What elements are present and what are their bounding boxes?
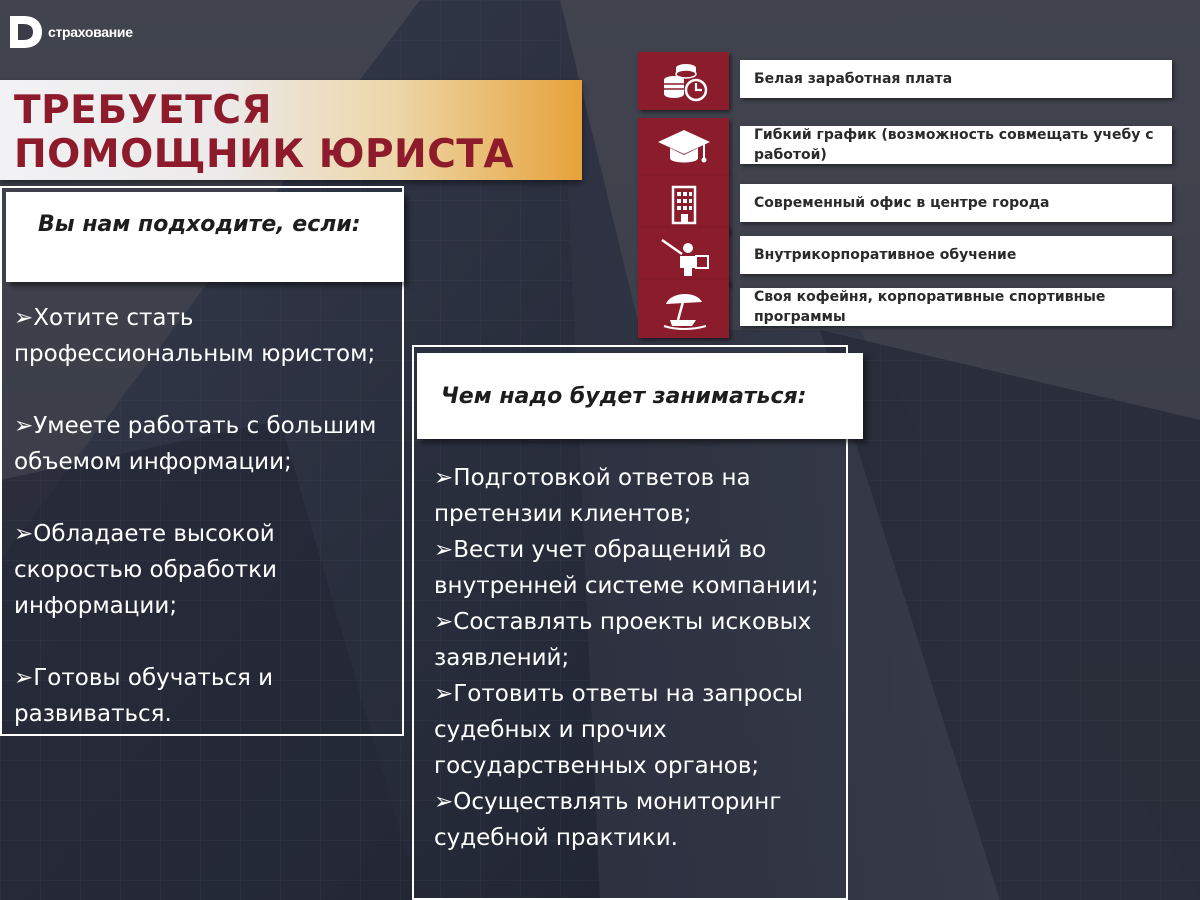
arrow-bullet-icon: ➢ (434, 537, 454, 563)
list-item-text: Вести учет обращений во внутренней системе компании; (434, 537, 819, 599)
duties-panel (412, 345, 848, 900)
title-line-1: ТРЕБУЕТСЯ (14, 88, 273, 133)
benefit-label-box (740, 126, 1172, 164)
benefit-modern-office (638, 176, 1172, 234)
logo-text: страхование (48, 24, 133, 40)
beach-umbrella-icon (656, 286, 712, 332)
duties-heading-box (417, 353, 863, 439)
requirements-panel (0, 186, 404, 736)
list-item (434, 676, 846, 784)
benefit-corporate-training (638, 228, 1172, 286)
list-item (434, 784, 846, 856)
arrow-bullet-icon: ➢ (434, 465, 454, 491)
benefit-label: Белая заработная плата (754, 71, 953, 87)
duties-list (434, 460, 846, 856)
arrow-bullet-icon: ➢ (14, 521, 34, 547)
benefit-icon-box (638, 228, 729, 286)
list-item (434, 604, 846, 676)
list-item (14, 516, 406, 624)
list-item-text: Подготовкой ответов на претензии клиентов; (434, 465, 751, 527)
arrow-bullet-icon: ➢ (434, 789, 454, 815)
coins-clock-icon (656, 58, 712, 104)
title-banner (0, 80, 582, 180)
benefit-label-box (740, 236, 1172, 274)
teacher-board-icon (656, 234, 712, 280)
arrow-bullet-icon: ➢ (434, 681, 454, 707)
arrow-bullet-icon: ➢ (434, 609, 454, 635)
list-item (434, 532, 846, 604)
benefit-coffee-sports (638, 280, 1172, 338)
list-item-text: Умеете работать с большим объемом информации; (14, 413, 377, 475)
graduation-cap-icon (656, 124, 712, 170)
benefit-icon-box (638, 118, 729, 176)
arrow-bullet-icon: ➢ (14, 413, 34, 439)
benefit-icon-box (638, 176, 729, 234)
benefit-label-box (740, 60, 1172, 98)
duties-heading: Чем надо будет заниматься: (441, 383, 807, 409)
arrow-bullet-icon: ➢ (14, 305, 34, 331)
list-item (434, 460, 846, 532)
requirements-heading: Вы нам подходите, если: (38, 212, 361, 237)
benefit-label: Своя кофейня, корпоративные спортивные программы (754, 289, 1106, 325)
list-item (14, 300, 406, 372)
benefit-flexible-schedule (638, 118, 1172, 176)
title-line-2: ПОМОЩНИК ЮРИСТА (14, 132, 515, 177)
list-item (14, 408, 406, 480)
d2-logo-icon (8, 14, 44, 50)
benefit-icon-box (638, 52, 729, 110)
benefit-label-box (740, 288, 1172, 326)
list-item-text: Хотите стать профессиональным юристом; (14, 305, 376, 367)
list-item-text: Готовы обучаться и развиваться. (14, 665, 274, 727)
benefit-label: Внутрикорпоративное обучение (754, 247, 1017, 263)
list-item-text: Осуществлять мониторинг судебной практики. (434, 789, 782, 851)
benefit-icon-box (638, 280, 729, 338)
logo (8, 14, 133, 50)
requirements-list (14, 300, 406, 768)
list-item-text: Составлять проекты исковых заявлений; (434, 609, 812, 671)
benefit-label-box (740, 184, 1172, 222)
list-item (14, 660, 406, 732)
list-item-text: Обладаете высокой скоростью обработки информации; (14, 521, 277, 619)
requirements-heading-box (6, 192, 404, 282)
benefit-salary (638, 52, 1172, 110)
list-item-text: Готовить ответы на запросы судебных и прочих государственных органов; (434, 681, 803, 779)
office-building-icon (656, 182, 712, 228)
arrow-bullet-icon: ➢ (14, 665, 34, 691)
benefit-label: Современный офис в центре города (754, 195, 1050, 211)
benefit-label: Гибкий график (возможность совмещать учебу с работой) (754, 127, 1154, 163)
